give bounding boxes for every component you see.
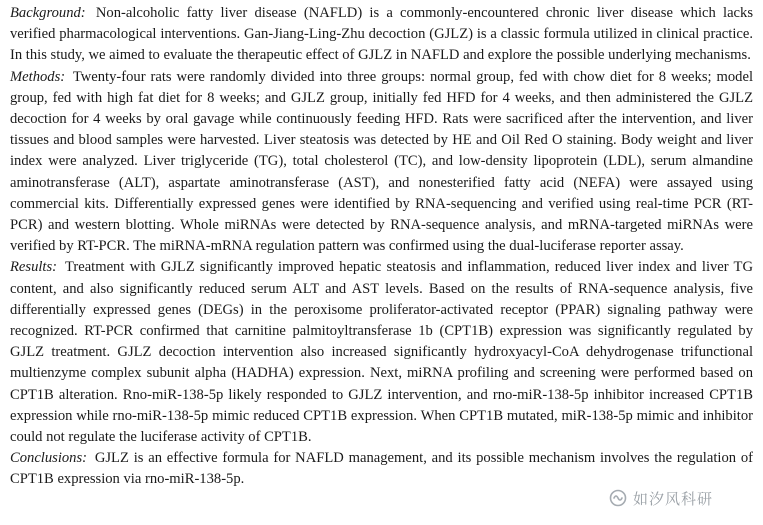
results-label: Results:	[10, 259, 58, 276]
watermark	[605, 488, 719, 508]
abstract-methods	[10, 67, 753, 258]
abstract-background	[10, 3, 753, 67]
paper-abstract	[10, 3, 753, 491]
methods-text: Twenty-four rats were randomly divided into three groups: normal group, fed with chow diet for 8 weeks; model group, fed with high fat diet for 8 weeks; and GJLZ group, initially fed HFD for 4 weeks, and then administered the GJLZ decoction for 4 weeks by oral gavage while continuously feeding HFD. Rats were sacrificed after the intervention, and liver tissues and blood samples were harvested. Liver steatosis was detected by HE and Oil Red O staining. Body weight and liver index were analyzed. Liver triglyceride (TG), total cholesterol (TC), and low-density lipoprotein (LDL), serum almandine aminotransferase (ALT), aspartate aminotransferase (AST), and nonesterified fatty acid (NEFA) were assayed using commercial kits. Differentially expressed genes were identified by RNA-sequencing and verified using real-time PCR (RT-PCR) and western blotting. Whole miRNAs were detected by RNA-sequence analysis, and mRNA-targeted miRNAs were verified by RT-PCR. The miRNA-mRNA regulation pattern was confirmed using the dual-luciferase reporter assay.	[10, 68, 753, 255]
watermark-text: 如汐风科研	[633, 489, 714, 508]
conclusions-label: Conclusions:	[10, 450, 88, 467]
abstract-results	[10, 257, 753, 448]
conclusions-text: GJLZ is an effective formula for NAFLD management, and its possible mechanism involves the regulation of CPT1B expression via rno-miR-138-5p.	[10, 450, 753, 488]
abstract-conclusions	[10, 448, 753, 490]
methods-label: Methods:	[10, 68, 66, 85]
background-text: Non-alcoholic fatty liver disease (NAFLD) is a commonly-encountered chronic liver disease which lacks verified pharmacological interventions. Gan-Jiang-Ling-Zhu decoction (GJLZ) is a classic formula utilized in clinical practice. In this study, we aimed to evaluate the therapeutic effect of GJLZ in NAFLD and explore the possible underlying mechanisms.	[10, 5, 753, 64]
wechat-channel-icon	[609, 489, 627, 507]
results-text: Treatment with GJLZ significantly improved hepatic steatosis and inflammation, reduced liver index and liver TG content, and also significantly reduced serum ALT and AST levels. Based on the results of RNA-sequence analysis, five differentially expressed genes (DEGs) in the peroxisome proliferator-activated receptor (PPAR) signaling pathway were recognized. RT-PCR confirmed that carnitine palmitoyltransferase 1b (CPT1B) expression was significantly regulated by GJLZ treatment. GJLZ decoction intervention also increased significantly hydroxyacyl-CoA dehydrogenase trifunctional multienzyme complex subunit alpha (HADHA) expression. Next, miRNA profiling and screening were performed based on CPT1B alteration. Rno-miR-138-5p likely responded to GJLZ intervention, and rno-miR-138-5p inhibitor increased CPT1B expression while rno-miR-138-5p mimic reduced CPT1B expression. When CPT1B mutated, miR-138-5p mimic and inhibitor could not regulate the luciferase activity of CPT1B.	[10, 259, 753, 446]
background-label: Background:	[10, 5, 86, 21]
